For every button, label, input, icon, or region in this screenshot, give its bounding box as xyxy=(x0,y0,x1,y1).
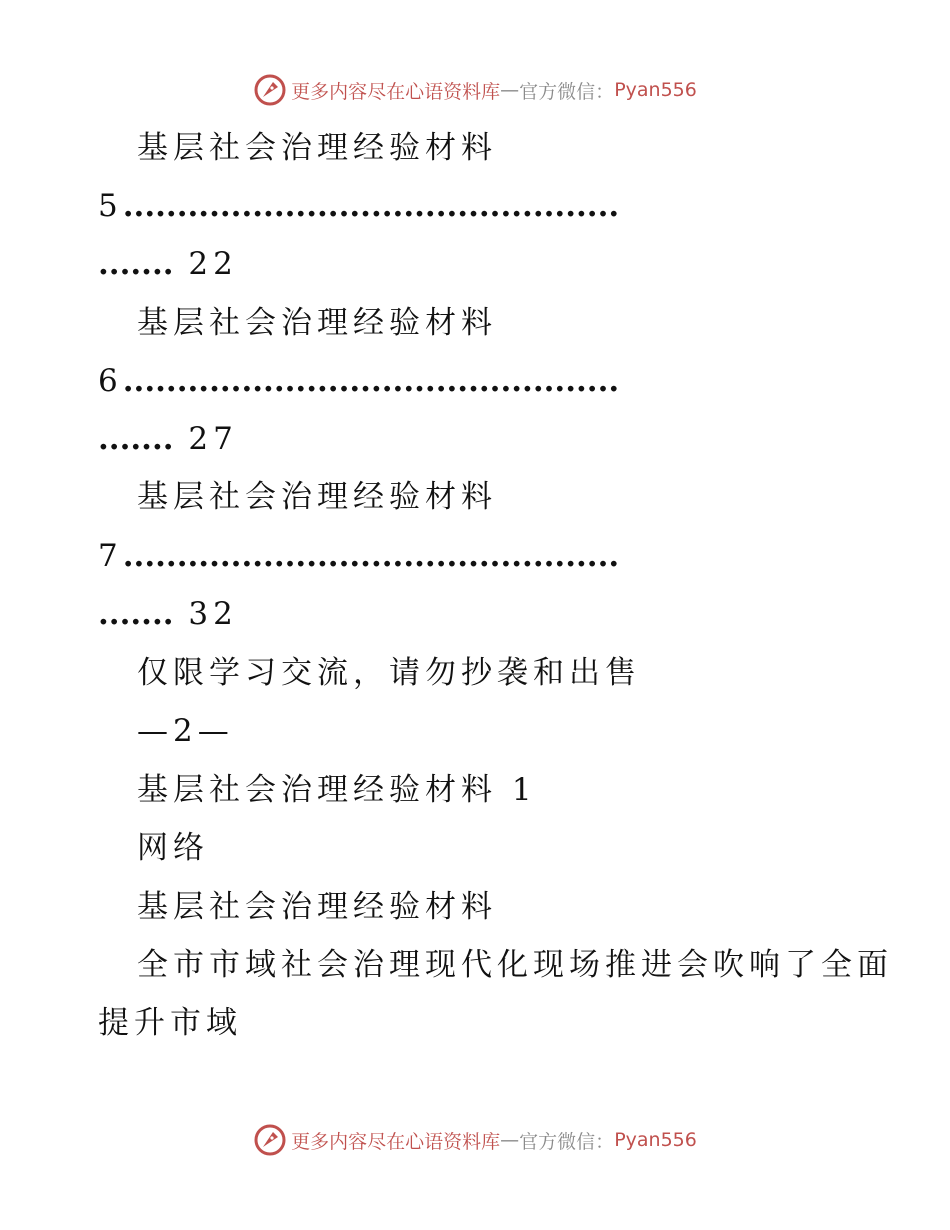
watermark-wechat-id: Pyan556 xyxy=(614,79,697,101)
toc-leader-dots: .............................................. xyxy=(122,363,620,399)
toc-leader-dots: .............................................. xyxy=(122,188,620,224)
body-paragraph-line: 提升市域 xyxy=(98,1005,242,1041)
header-watermark xyxy=(0,70,950,110)
article-heading: 基层社会治理经验材料 1 xyxy=(137,772,537,808)
watermark-official-label: 官方微信： xyxy=(519,80,615,103)
toc-entry-leader xyxy=(98,361,619,401)
toc-entry-leader xyxy=(98,186,619,226)
watermark-dash: — xyxy=(500,1129,520,1151)
toc-entry-number: 6 xyxy=(98,363,123,399)
toc-entry-number: 7 xyxy=(98,538,123,574)
toc-leader-dots: ....... xyxy=(98,596,174,632)
toc-entry-title: 基层社会治理经验材料 xyxy=(137,479,497,515)
article-source: 网络 xyxy=(137,830,209,866)
toc-leader-dots: .............................................. xyxy=(122,538,620,574)
article-subtitle: 基层社会治理经验材料 xyxy=(137,889,497,925)
watermark-dash: — xyxy=(500,79,520,101)
watermark-brand: 更多内容尽在心语资料库 xyxy=(291,1130,501,1153)
footer-watermark xyxy=(0,1120,950,1160)
toc-entry-page-number: 32 xyxy=(188,596,238,632)
toc-entry-page-line xyxy=(98,594,238,634)
watermark-official-label: 官方微信： xyxy=(519,1130,615,1153)
watermark-brand: 更多内容尽在心语资料库 xyxy=(291,80,501,103)
pen-nib-logo-icon xyxy=(253,73,287,107)
watermark-wechat-id: Pyan556 xyxy=(614,1129,697,1151)
toc-entry-title: 基层社会治理经验材料 xyxy=(137,130,497,166)
toc-entry-title: 基层社会治理经验材料 xyxy=(137,305,497,341)
toc-entry-number: 5 xyxy=(98,188,123,224)
toc-entry-page-line xyxy=(98,244,238,284)
copyright-notice: 仅限学习交流，请勿抄袭和出售 xyxy=(137,655,641,691)
toc-leader-dots: ....... xyxy=(98,246,174,282)
toc-entry-page-number: 27 xyxy=(188,421,238,457)
toc-entry-page-number: 22 xyxy=(188,246,238,282)
toc-leader-dots: ....... xyxy=(98,421,174,457)
toc-entry-leader xyxy=(98,536,619,576)
page-number-marker: —2— xyxy=(137,713,234,749)
toc-entry-page-line xyxy=(98,419,238,459)
body-paragraph-line: 全市市域社会治理现代化现场推进会吹响了全面 xyxy=(137,947,893,983)
pen-nib-logo-icon xyxy=(253,1123,287,1157)
